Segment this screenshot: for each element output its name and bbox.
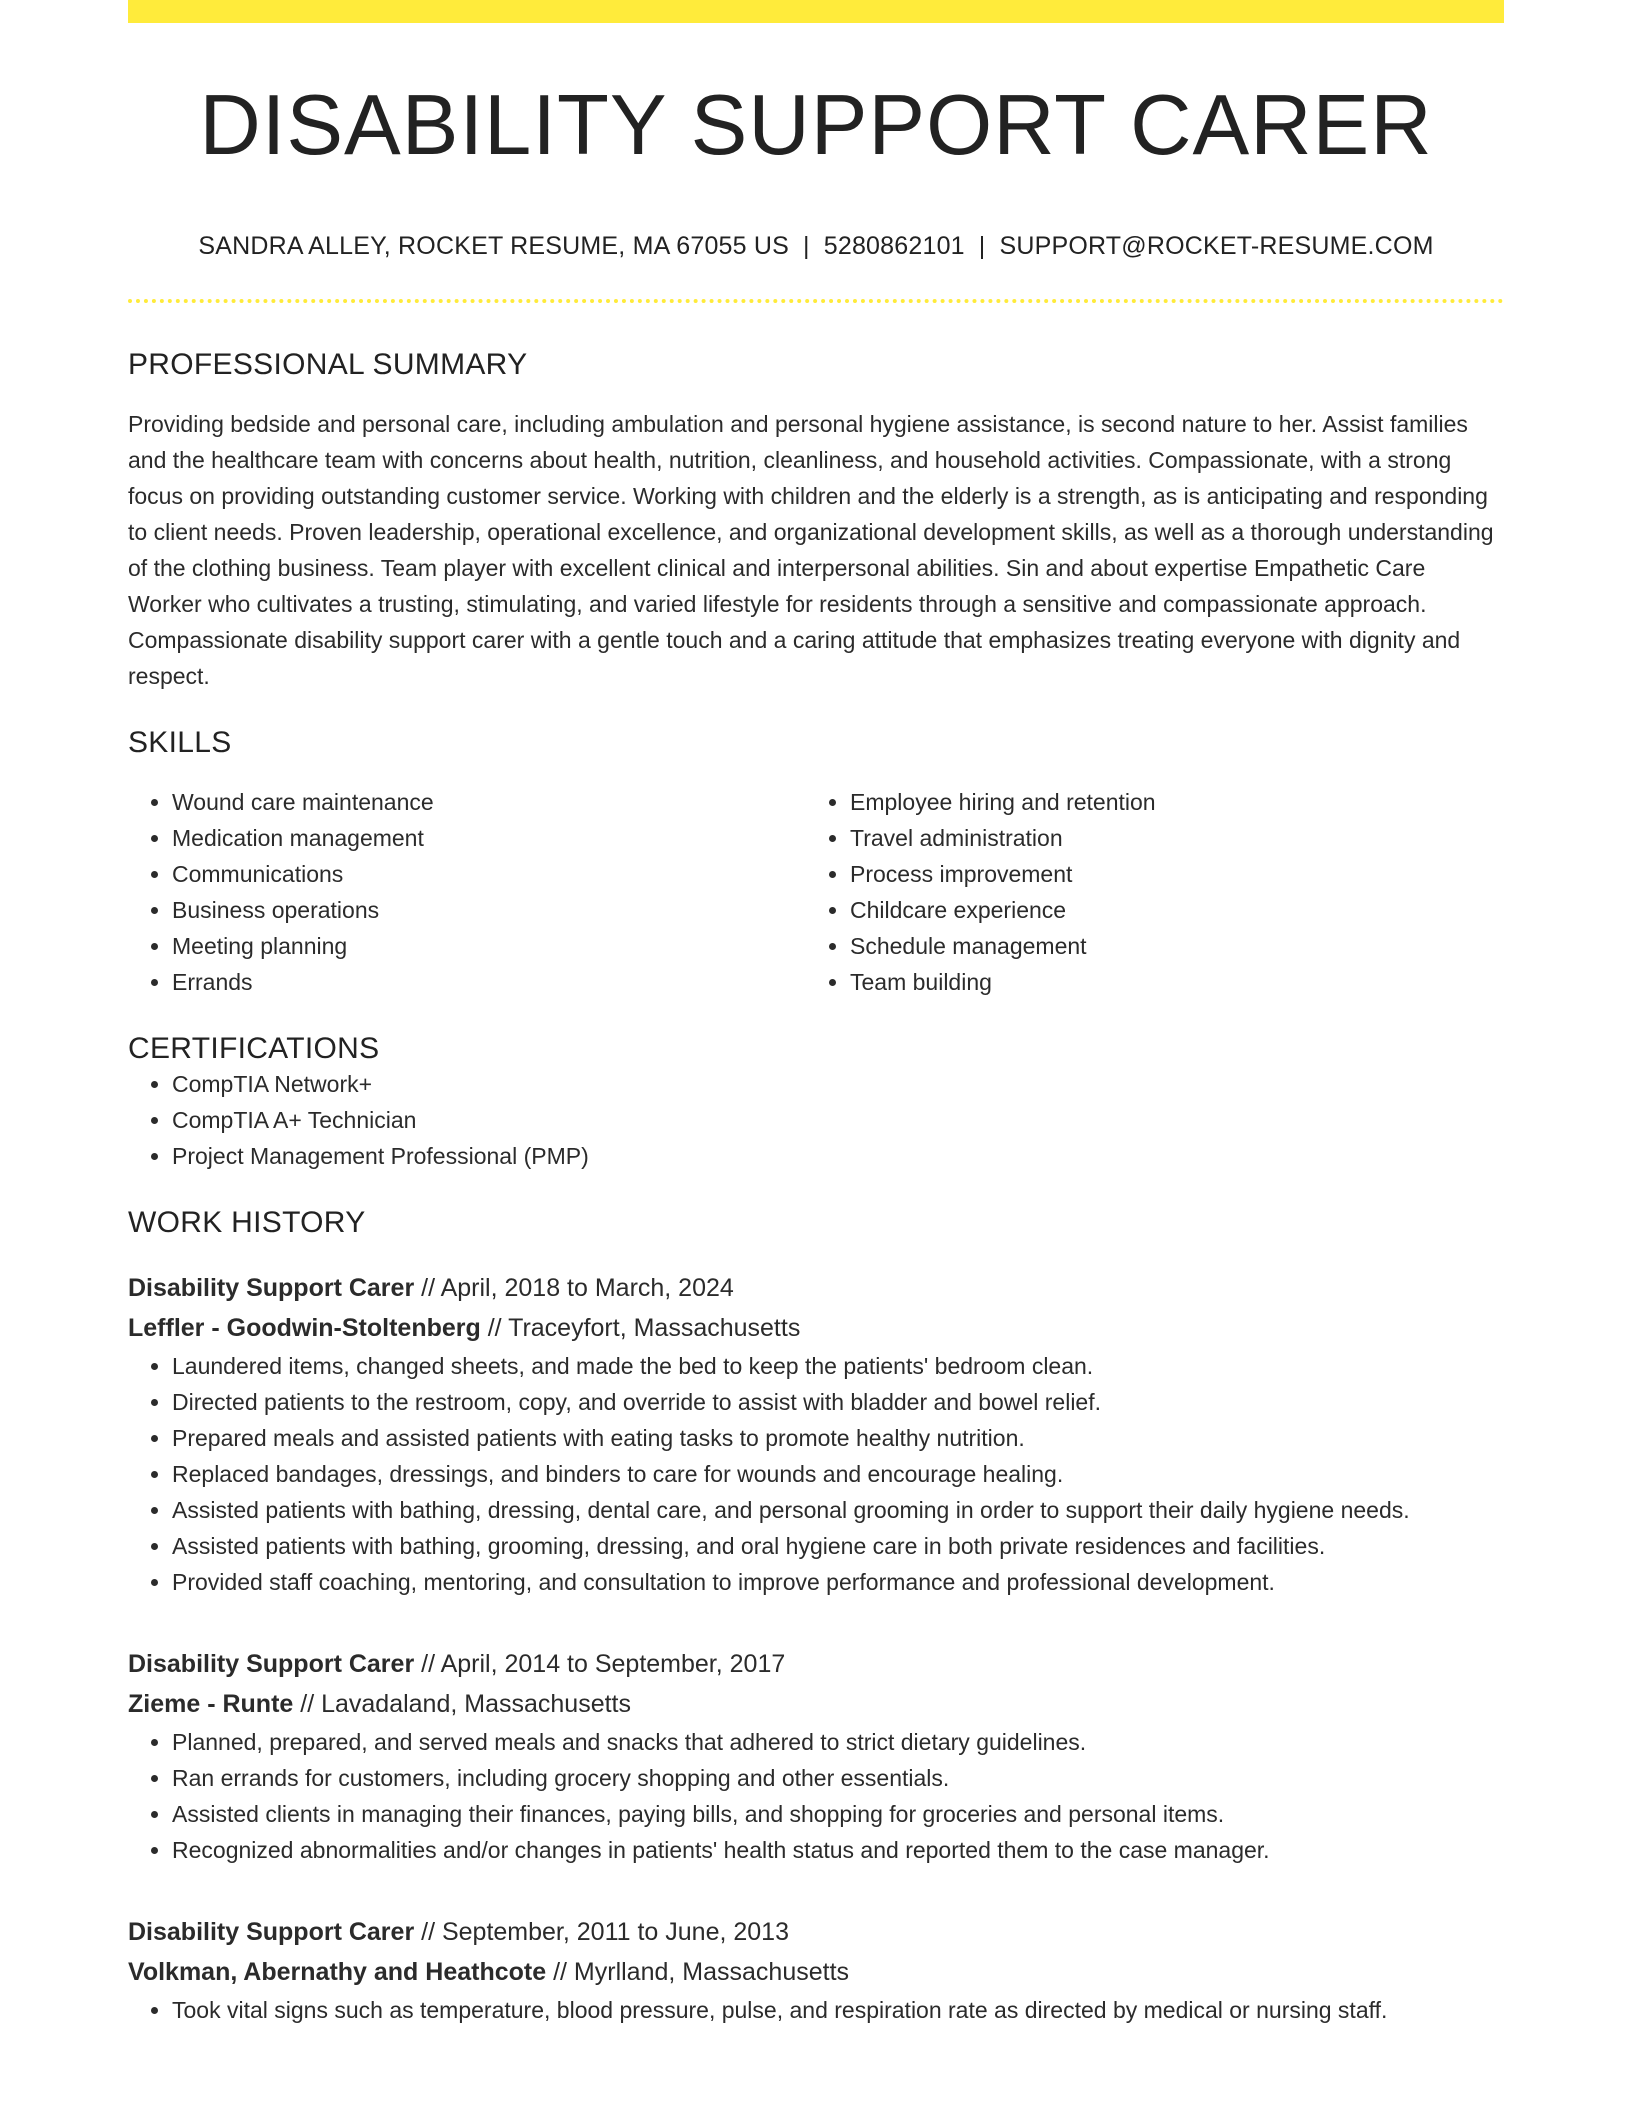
job-employer-line: [128, 1684, 1504, 1724]
job-entry: [128, 1268, 1504, 1600]
skills-list-left: [128, 784, 806, 1000]
job-duty: • Assisted patients with bathing, dressing, dental care, and personal grooming in order to support their daily hygiene needs.: [172, 1492, 1504, 1528]
work-history-heading: WORK HISTORY: [128, 1206, 366, 1239]
job-title-line: [128, 1912, 1504, 1952]
contact-separator: |: [978, 232, 986, 260]
job-duty: • Planned, prepared, and served meals and snacks that adhered to strict dietary guidelines.: [172, 1724, 1504, 1760]
job-title: Disability Support Carer: [128, 1274, 415, 1302]
job-title: Disability Support Carer: [128, 1918, 415, 1946]
contact-address: SANDRA ALLEY, ROCKET RESUME, MA 67055 US: [198, 232, 790, 260]
job-employer: Volkman, Abernathy and Heathcote: [128, 1958, 547, 1986]
skills-heading: SKILLS: [128, 726, 232, 759]
skill-item: • Travel administration: [850, 820, 1484, 856]
contact-phone: 5280862101: [823, 232, 965, 260]
certification-item: • CompTIA A+ Technician: [172, 1102, 1504, 1138]
skill-item: • Process improvement: [850, 856, 1484, 892]
job-duty: • Replaced bandages, dressings, and binders to care for wounds and encourage healing.: [172, 1456, 1504, 1492]
job-location: // Lavadaland, Massachusetts: [293, 1690, 631, 1718]
resume-page: [128, 0, 1504, 2028]
job-duties-list: [128, 1724, 1504, 1868]
job-title-line: [128, 1644, 1504, 1684]
certification-item: • Project Management Professional (PMP): [172, 1138, 1504, 1174]
skills-list-right: [806, 784, 1484, 1000]
skill-item: • Wound care maintenance: [172, 784, 806, 820]
skills-grid: [128, 784, 1504, 1000]
skills-column-right: [806, 784, 1484, 1000]
job-duty: • Directed patients to the restroom, copy, and override to assist with bladder and bowel relief.: [172, 1384, 1504, 1420]
accent-top-bar: [128, 0, 1504, 23]
certification-item: • CompTIA Network+: [172, 1066, 1504, 1102]
skill-item: • Business operations: [172, 892, 806, 928]
contact-line: [128, 232, 1504, 261]
dotted-divider: [128, 299, 1504, 303]
job-entry: [128, 1912, 1504, 2028]
job-duty: • Prepared meals and assisted patients with eating tasks to promote healthy nutrition.: [172, 1420, 1504, 1456]
resume-title: DISABILITY SUPPORT CARER: [199, 78, 1433, 173]
job-location: // Traceyfort, Massachusetts: [480, 1314, 801, 1342]
skill-item: • Team building: [850, 964, 1484, 1000]
summary-heading: PROFESSIONAL SUMMARY: [128, 348, 528, 381]
job-duty: • Provided staff coaching, mentoring, and consultation to improve performance and professional development.: [172, 1564, 1504, 1600]
skills-column-left: [128, 784, 806, 1000]
job-duty: • Laundered items, changed sheets, and made the bed to keep the patients' bedroom clean.: [172, 1348, 1504, 1384]
job-dates: // April, 2018 to March, 2024: [414, 1274, 734, 1302]
skill-item: • Schedule management: [850, 928, 1484, 964]
job-duty: • Recognized abnormalities and/or changes in patients' health status and reported them to the case manager.: [172, 1832, 1504, 1868]
job-duties-list: [128, 1348, 1504, 1600]
job-employer-line: [128, 1308, 1504, 1348]
job-duty: • Ran errands for customers, including grocery shopping and other essentials.: [172, 1760, 1504, 1796]
job-location: // Myrlland, Massachusetts: [546, 1958, 850, 1986]
job-duties-list: [128, 1992, 1504, 2028]
job-duty: • Took vital signs such as temperature, blood pressure, pulse, and respiration rate as directed by medical or nursing staff.: [172, 1992, 1504, 2028]
job-entry: [128, 1644, 1504, 1868]
job-employer: Leffler - Goodwin-Stoltenberg: [128, 1314, 481, 1342]
skill-item: • Communications: [172, 856, 806, 892]
contact-separator: |: [803, 232, 810, 260]
skill-item: • Medication management: [172, 820, 806, 856]
summary-text: Providing bedside and personal care, including ambulation and personal hygiene assistance, is second nature to her. Assist families and the healthcare team with concerns about health, nutrition, cleanliness, and household activities. Compassionate, with a strong focus on providing outstanding customer service. Working with children and the elderly is a strength, as is anticipating and responding to client needs. Proven leadership, operational excellence, and organizational development skills, as well as a thorough understanding of the clothing business. Team player with excellent clinical and interpersonal abilities. Sin and about expertise Empathetic Care Worker who cultivates a trusting, stimulating, and varied lifestyle for residents through a sensitive and compassionate approach. Compassionate disability support carer with a gentle touch and a caring attitude that emphasizes treating everyone with dignity and respect.: [128, 411, 1494, 689]
job-employer-line: [128, 1952, 1504, 1992]
certifications-list: [128, 1066, 1504, 1174]
skill-item: • Childcare experience: [850, 892, 1484, 928]
certifications-heading: CERTIFICATIONS: [128, 1032, 380, 1065]
job-title-line: [128, 1268, 1504, 1308]
job-title: Disability Support Carer: [128, 1650, 415, 1678]
job-duty: • Assisted patients with bathing, grooming, dressing, and oral hygiene care in both private residences and facilities.: [172, 1528, 1504, 1564]
job-dates: // April, 2014 to September, 2017: [414, 1650, 786, 1678]
contact-email: SUPPORT@ROCKET-RESUME.COM: [999, 232, 1434, 260]
job-employer: Zieme - Runte: [128, 1690, 294, 1718]
skill-item: • Errands: [172, 964, 806, 1000]
skill-item: • Meeting planning: [172, 928, 806, 964]
job-dates: // September, 2011 to June, 2013: [414, 1918, 789, 1946]
skill-item: • Employee hiring and retention: [850, 784, 1484, 820]
job-duty: • Assisted clients in managing their finances, paying bills, and shopping for groceries and personal items.: [172, 1796, 1504, 1832]
